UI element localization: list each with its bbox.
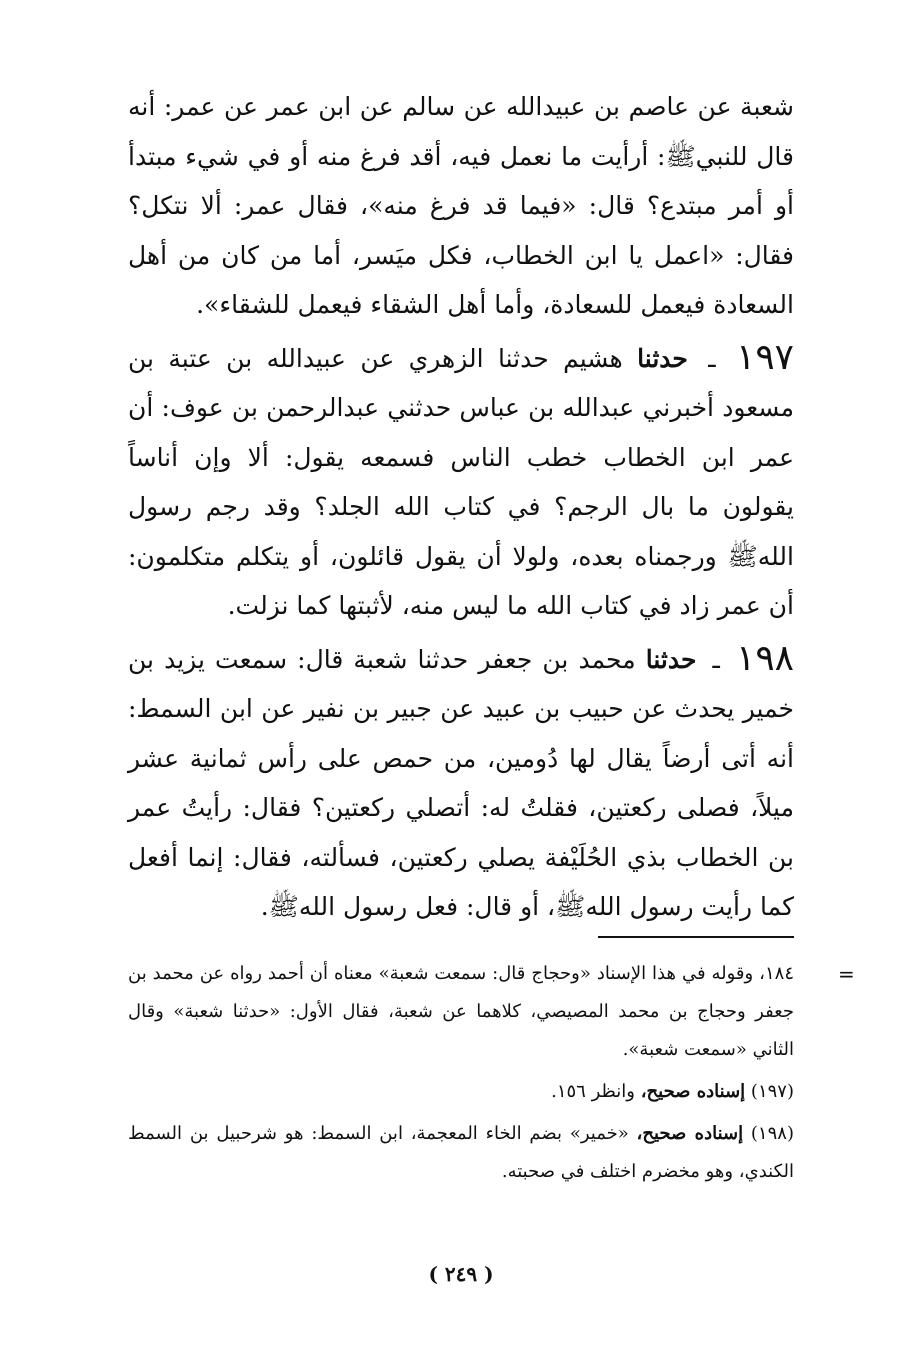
page-number: ( ٢٤٩ ) xyxy=(428,1262,494,1286)
continuation-mark: = xyxy=(838,962,855,986)
main-text xyxy=(128,82,794,932)
footnote-ref: (١٩٨) xyxy=(750,1123,794,1144)
hadith-number: ١٩٧ xyxy=(736,336,795,378)
footnote-197 xyxy=(128,1073,794,1111)
footnote-separator xyxy=(598,936,794,938)
hadith-dash: ـ xyxy=(712,644,720,674)
footnote-184-continued: ١٨٤، وقوله في هذا الإسناد «وحجاج قال: سمعت شعبة» معناه أن أحمد رواه عن محمد بن جعفر وحجاج بن محمد المصيصي، كلاهما عن شعبة، فقال الأول: «حدثنا شعبة» وقال الثاني «سمعت شعبة». xyxy=(128,963,794,1060)
hadith-dash: ـ xyxy=(708,343,716,373)
hadith-text: هشيم حدثنا الزهري عن عبيدالله بن عتبة بن مسعود أخبرني عبدالله بن عباس حدثني عبدالرحمن بن عوف: أن عمر ابن الخطاب خطب الناس فسمعه يقول: ألا وإن أناساً يقولون ما بال الرجم؟ في كتاب الله الجلد؟ وقد رجم رسول اللهﷺ ورجمناه بعده، ولولا أن يقول قائلون، أو يتكلم متكلمون: أن عمر زاد في كتاب الله ما ليس منه، لأثبتها كما نزلت. xyxy=(128,343,794,620)
footnote-198 xyxy=(128,1115,794,1191)
hadith-text: محمد بن جعفر حدثنا شعبة قال: سمعت يزيد بن خمير يحدث عن حبيب بن عبيد عن جبير بن نفير عن ابن السمط: أنه أتى أرضاً يقال لها دُومين، من حمص على رأس ثمانية عشر ميلاً، فصلى ركعتين، فقلتُ له: أتصلي ركعتين؟ فقال: رأيتُ عمر بن الخطاب بذي الحُلَيْفة يصلي ركعتين، فسألته، فقال: إنما أفعل كما رأيت رسول اللهﷺ، أو قال: فعل رسول اللهﷺ. xyxy=(128,644,794,921)
hadith-keyword: حدثنا xyxy=(645,644,697,674)
hadith-198 xyxy=(128,634,794,932)
footnote-grading: إسناده صحيح، xyxy=(636,1123,744,1144)
footnote-text: «خمير» بضم الخاء المعجمة، ابن السمط: هو شرحبيل بن السمط الكندي، وهو مخضرم اختلف في صحبته. xyxy=(128,1123,794,1182)
footnote-ref: (١٩٧) xyxy=(750,1081,794,1102)
intro-paragraph: شعبة عن عاصم بن عبيدالله عن سالم عن ابن عمر عن عمر: أنه قال للنبيﷺ: أرأيت ما نعمل فيه، أقد فرغ منه أو في شيء مبتدأ أو أمر مبتدع؟ قال: «فيما قد فرغ منه»، فقال عمر: ألا نتكل؟ فقال: «اعمل يا ابن الخطاب، فكل ميَسر، أما من كان من أهل السعادة فيعمل للسعادة، وأما أهل الشقاء فيعمل للشقاء». xyxy=(128,92,794,319)
footnotes xyxy=(128,955,794,1191)
hadith-keyword: حدثنا xyxy=(637,343,688,373)
footnote-grading: إسناده صحيح، xyxy=(640,1081,746,1102)
hadith-197 xyxy=(128,333,794,631)
hadith-number: ١٩٨ xyxy=(736,637,795,679)
footnote-text: وانظر ١٥٦. xyxy=(551,1081,635,1102)
